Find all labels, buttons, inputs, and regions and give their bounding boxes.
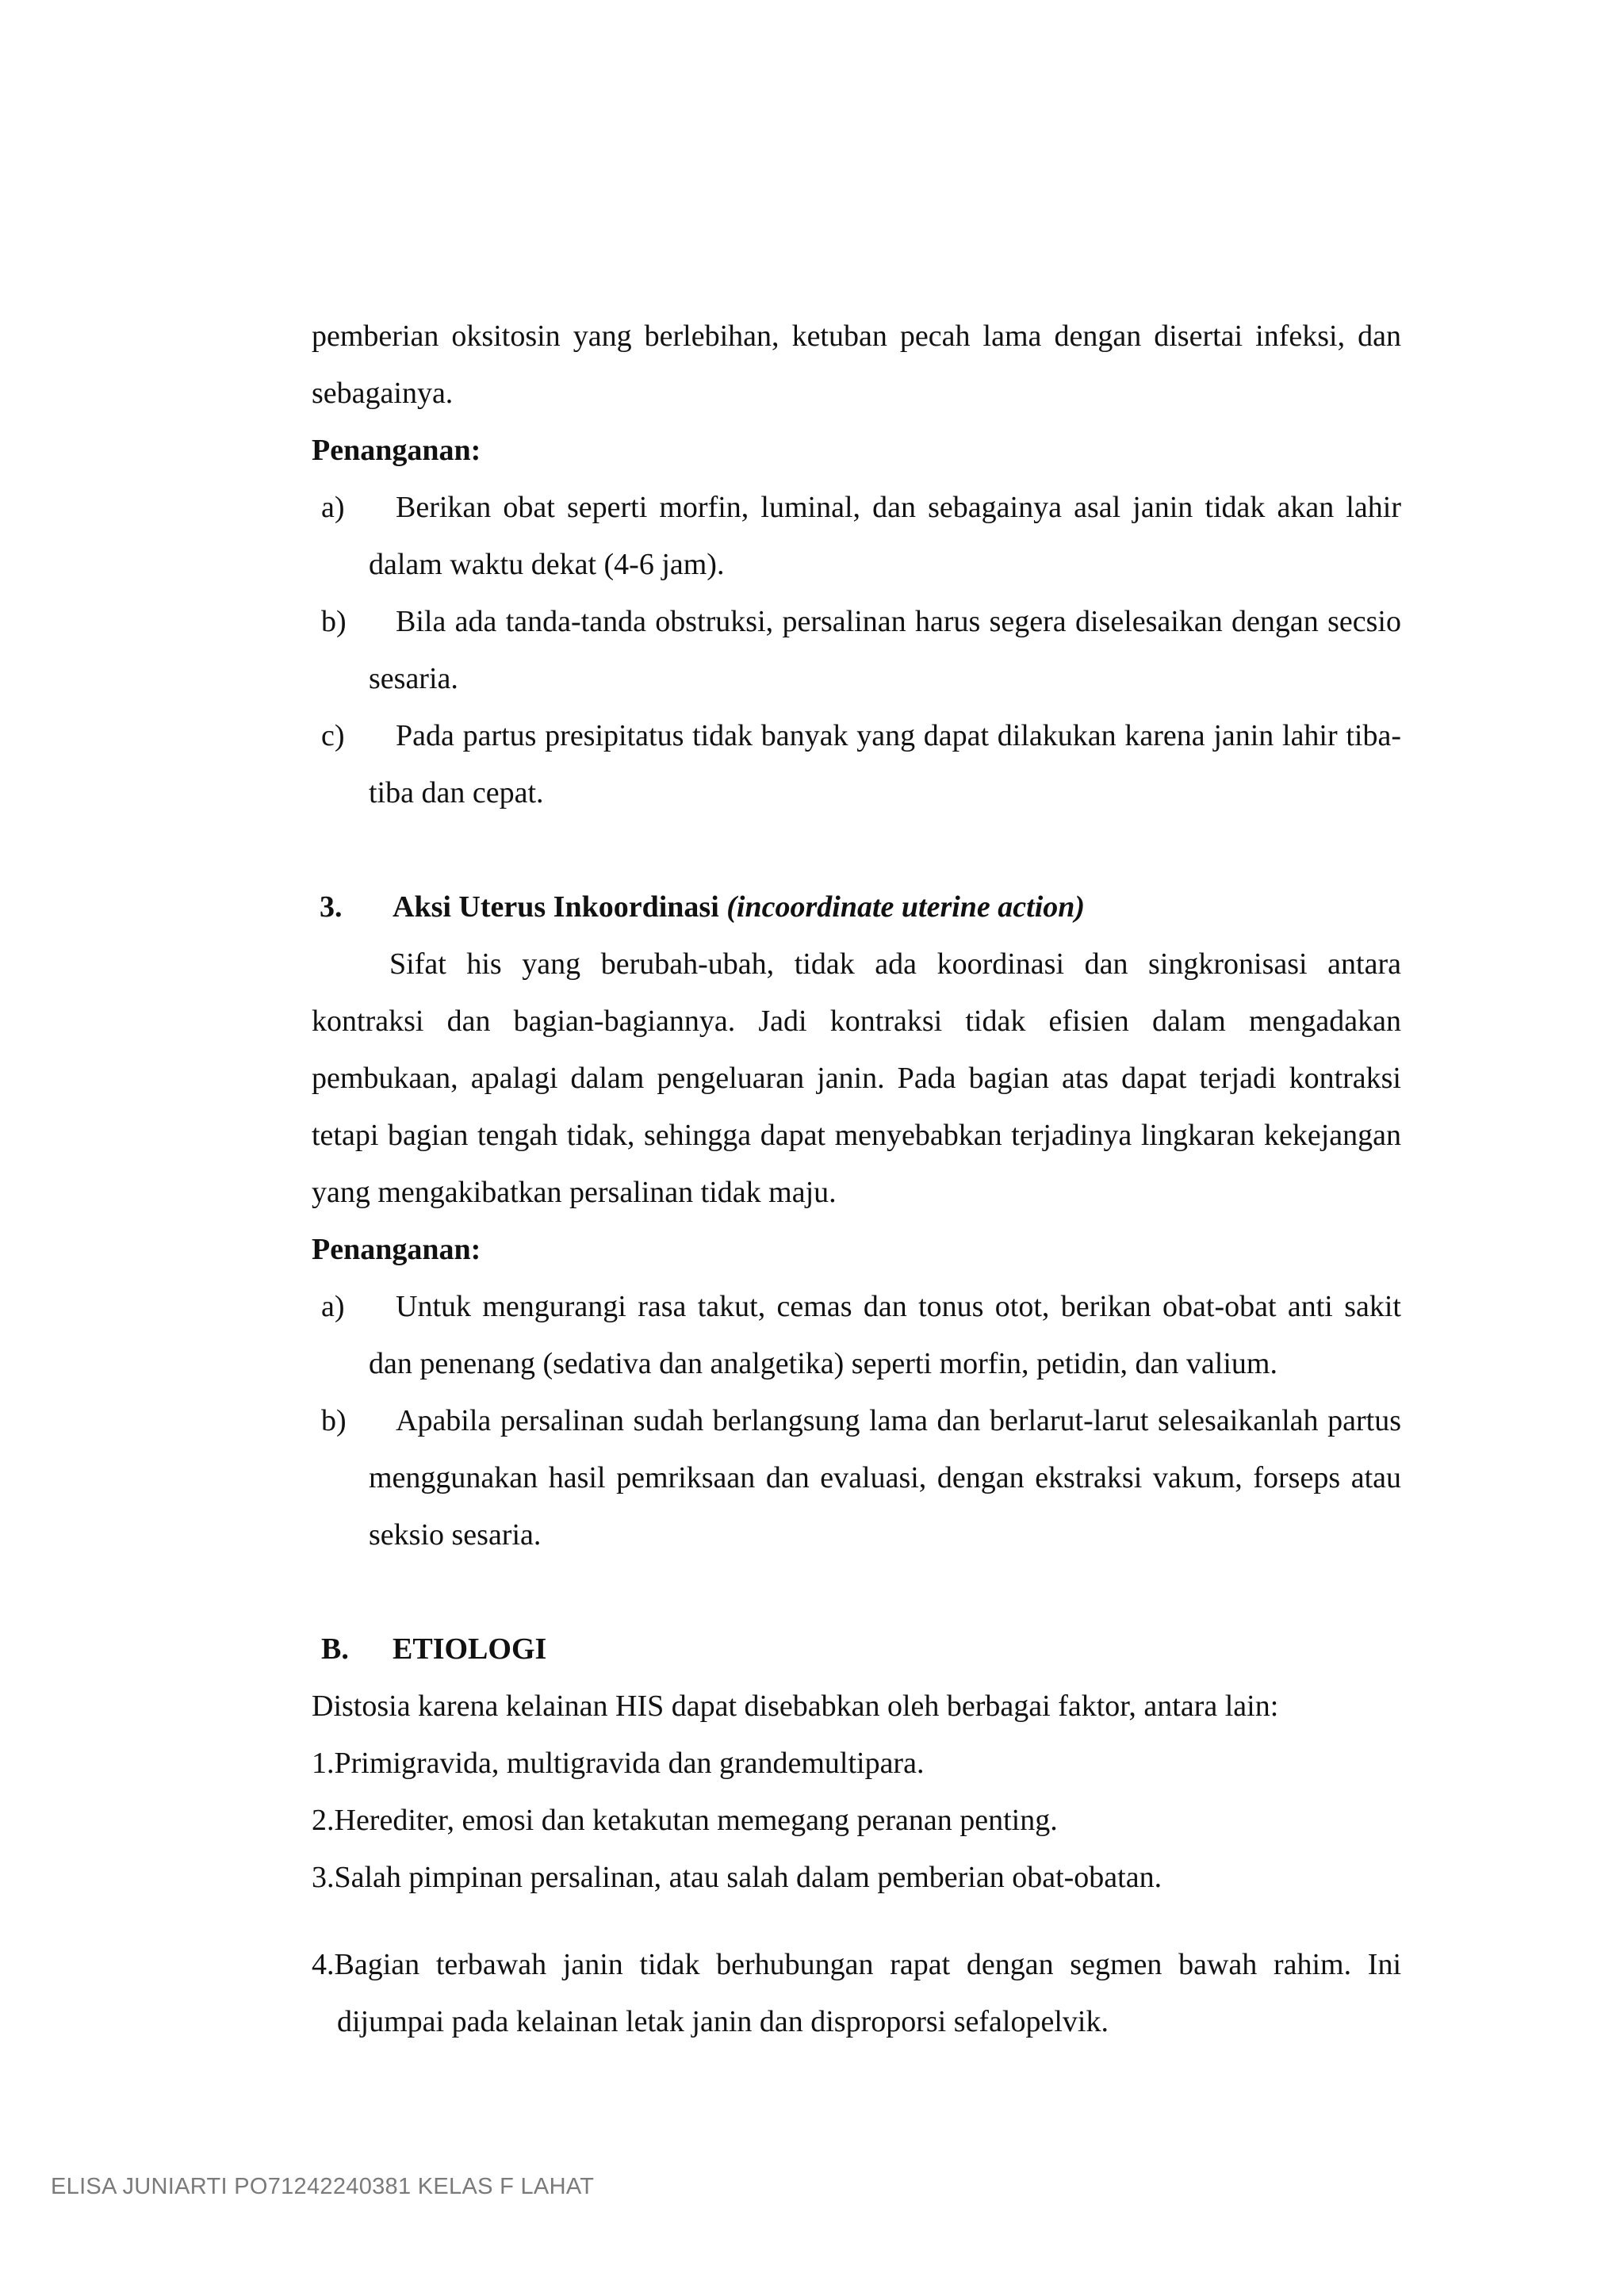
section-b-intro: Distosia karena kelainan HIS dapat disebabkan oleh berbagai faktor, antara lain: xyxy=(312,1689,1279,1723)
list-item xyxy=(312,1392,1401,1563)
etiology-item: 1.Primigravida, multigravida dan grandemultipara. xyxy=(312,1747,925,1780)
section-b-heading xyxy=(312,1621,1401,1678)
list-marker: a) xyxy=(321,491,345,524)
handling-list xyxy=(312,479,1401,821)
list-item-text: Bila ada tanda-tanda obstruksi, persalinan harus segera diselesaikan dengan secsio sesaria. xyxy=(369,605,1401,695)
document-page xyxy=(312,308,1401,2080)
section-3-heading xyxy=(312,878,1401,936)
section-3-title: Aksi Uterus Inkoordinasi xyxy=(393,890,719,924)
section-3-title-wrap xyxy=(393,878,1085,936)
handling-label: Penanganan: xyxy=(312,1233,481,1266)
intro-paragraph: pemberian oksitosin yang berlebihan, ketuban pecah lama dengan disertai infeksi, dan sebagainya. xyxy=(312,320,1401,410)
list-item xyxy=(312,479,1401,593)
section-3-paragraph: Sifat his yang berubah-ubah, tidak ada koordinasi dan singkronisasi antara kontraksi dan bagian-bagiannya. Jadi kontraksi tidak efisien dalam mengadakan pembukaan, apalagi dalam pengeluaran janin. Pada bagian atas dapat terjadi kontraksi tetapi bagian tengah tidak, sehingga dapat menyebabkan terjadinya lingkaran kekejangan yang mengakibatkan persalinan tidak maju. xyxy=(312,947,1401,1209)
handling-label: Penanganan: xyxy=(312,434,481,467)
footer-text: ELISA JUNIARTI PO71242240381 KELAS F LAHAT xyxy=(51,2174,595,2199)
list-item-text: Pada partus presipitatus tidak banyak yang dapat dilakukan karena janin lahir tiba-tiba dan cepat. xyxy=(369,719,1401,809)
section-b-title: ETIOLOGI xyxy=(393,1632,547,1666)
list-marker: c) xyxy=(321,719,345,752)
list-item xyxy=(312,1278,1401,1392)
list-marker: a) xyxy=(321,1290,345,1323)
etiology-item: 4.Bagian terbawah janin tidak berhubungan rapat dengan segmen bawah rahim. Ini dijumpai pada kelainan letak janin dan disproporsi sefalopelvik. xyxy=(312,1948,1401,2038)
list-item-text: Untuk mengurangi rasa takut, cemas dan tonus otot, berikan obat-obat anti sakit dan penenang (sedativa dan analgetika) seperti morfin, petidin, dan valium. xyxy=(369,1290,1401,1380)
list-marker: b) xyxy=(321,1404,347,1437)
etiology-item: 2.Herediter, emosi dan ketakutan memegang peranan penting. xyxy=(312,1804,1058,1837)
section-3-number: 3. xyxy=(320,890,343,924)
section-b-number: B. xyxy=(321,1632,349,1666)
etiology-list xyxy=(312,1735,1401,2050)
list-item xyxy=(312,593,1401,707)
etiology-item: 3.Salah pimpinan persalinan, atau salah dalam pemberian obat-obatan. xyxy=(312,1861,1162,1894)
list-marker: b) xyxy=(321,605,347,638)
handling-list xyxy=(312,1278,1401,1563)
list-item-text: Berikan obat seperti morfin, luminal, dan sebagainya asal janin tidak akan lahir dalam waktu dekat (4-6 jam). xyxy=(369,491,1401,581)
section-3-title-italic: (incoordinate uterine action) xyxy=(726,890,1086,924)
list-item xyxy=(312,707,1401,821)
list-item-text: Apabila persalinan sudah berlangsung lama dan berlarut-larut selesaikanlah partus menggunakan hasil pemriksaan dan evaluasi, dengan ekstraksi vakum, forseps atau seksio sesaria. xyxy=(369,1404,1401,1552)
